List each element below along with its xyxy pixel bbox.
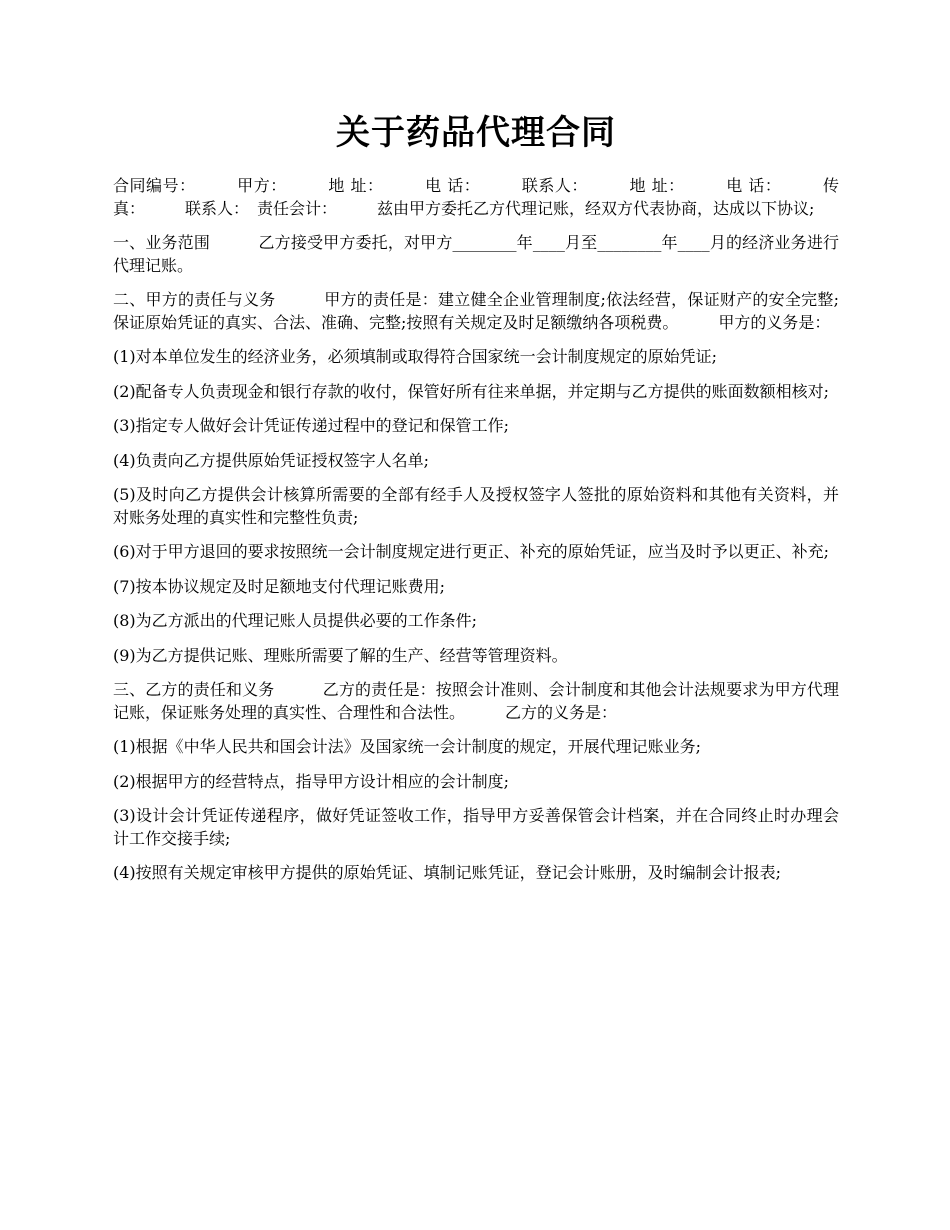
paragraph-item: (3)设计会计凭证传递程序，做好凭证签收工作，指导甲方妥善保管会计档案，并在合同终止时办理会计工作交接手续; bbox=[113, 806, 839, 848]
paragraph-item: (2)配备专人负责现金和银行存款的收付，保管好所有往来单据，并定期与乙方提供的账面数额相核对; bbox=[113, 381, 830, 401]
paragraph-item: (9)为乙方提供记账、理账所需要了解的生产、经营等管理资料。 bbox=[113, 645, 568, 665]
paragraph-item: (4)负责向乙方提供原始凭证授权签字人名单; bbox=[113, 450, 430, 470]
paragraph-item: (1)对本单位发生的经济业务，必须填制或取得符合国家统一会计制度规定的原始凭证; bbox=[113, 347, 718, 366]
paragraph-item: (3)指定专人做好会计凭证传递过程中的登记和保管工作; bbox=[113, 416, 510, 435]
paragraph-item: (7)按本协议规定及时足额地支付代理记账费用; bbox=[113, 576, 446, 596]
paragraph-item: (2)根据甲方的经营特点，指导甲方设计相应的会计制度; bbox=[113, 771, 510, 791]
paragraph-item: (6)对于甲方退回的要求按照统一会计制度规定进行更正、补充的原始凭证，应当及时予以更正、补充; bbox=[113, 542, 830, 561]
paragraph-party-b-duties: 三、乙方的责任和义务 乙方的责任是：按照会计准则、会计制度和其他会计法规要求为甲方代理记账，保证账务处理的真实性、合理性和合法性。 乙方的义务是： bbox=[113, 680, 839, 722]
paragraph-contract-header: 合同编号： 甲方： 地 址： 电 话： 联系人： 地 址： 电 话： 传 真： 联系人： 责任会计： 兹由甲方委托乙方代理记账，经双方代表协商，达成以下协议; bbox=[113, 176, 839, 218]
paragraph-item: (8)为乙方派出的代理记账人员提供必要的工作条件; bbox=[113, 611, 478, 630]
paragraph-item: (4)按照有关规定审核甲方提供的原始凭证、填制记账凭证，登记会计账册，及时编制会计报表; bbox=[113, 863, 782, 882]
document-body bbox=[113, 175, 839, 885]
paragraph-scope: 一、业务范围 乙方接受甲方委托，对甲方________年____月至________年____月的经济业务进行代理记账。 bbox=[113, 233, 839, 275]
paragraph-item: (5)及时向乙方提供会计核算所需要的全部有经手人及授权签字人签批的原始资料和其他有关资料，并对账务处理的真实性和完整性负责; bbox=[113, 485, 839, 527]
paragraph-party-a-duties: 二、甲方的责任与义务 甲方的责任是：建立健全企业管理制度;依法经营，保证财产的安全完整;保证原始凭证的真实、合法、准确、完整;按照有关规定及时足额缴纳各项税费。 甲方的义务是： bbox=[113, 290, 839, 332]
document-page bbox=[113, 108, 839, 897]
document-title: 关于药品代理合同 bbox=[336, 113, 616, 153]
paragraph-item: (1)根据《中华人民共和国会计法》及国家统一会计制度的规定，开展代理记账业务; bbox=[113, 737, 702, 756]
